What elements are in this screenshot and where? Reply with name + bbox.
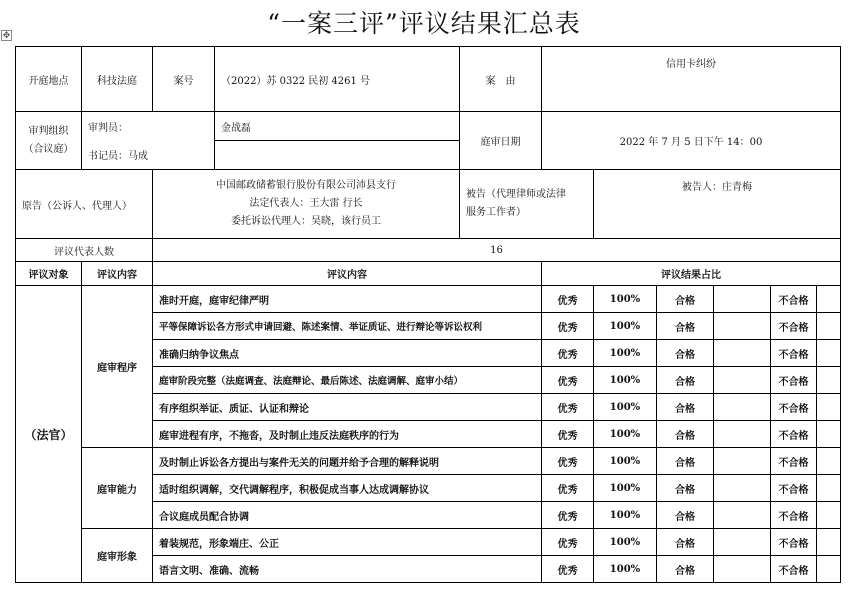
excellent-pct: 100%: [594, 448, 657, 475]
case-no-value: （2022）苏 0322 民初 4261 号: [215, 47, 460, 112]
unqualified-label: 不合格: [771, 529, 817, 556]
header-row-1: [16, 47, 841, 112]
excellent-pct: 100%: [594, 394, 657, 421]
trial-org-label: 审判组织 （合议庭）: [16, 112, 82, 170]
unqualified-label: 不合格: [771, 394, 817, 421]
qualified-label: 合格: [657, 367, 714, 394]
excellent-pct: 100%: [594, 286, 657, 313]
qualified-label: 合格: [657, 340, 714, 367]
unqualified-pct: [817, 286, 841, 313]
item-text: 适时组织调解，交代调解程序，积极促成当事人达成调解协议: [153, 475, 542, 502]
clerk-value: 马成: [128, 151, 148, 163]
qualified-pct: [714, 340, 771, 367]
item-text: 庭审阶段完整（法庭调查、法庭辩论、最后陈述、法庭调解、庭审小结）: [153, 367, 542, 394]
unqualified-pct: [817, 502, 841, 529]
qualified-label: 合格: [657, 286, 714, 313]
excellent-pct: 100%: [594, 502, 657, 529]
unqualified-label: 不合格: [771, 313, 817, 340]
evaluation-summary-table: [15, 46, 841, 583]
reviewer-count-value: 16: [153, 239, 841, 262]
unqualified-label: 不合格: [771, 502, 817, 529]
qualified-pct: [714, 448, 771, 475]
table-row: [16, 448, 841, 475]
unqualified-label: 不合格: [771, 421, 817, 448]
unqualified-pct: [817, 421, 841, 448]
unqualified-label: 不合格: [771, 448, 817, 475]
excellent-pct: 100%: [594, 367, 657, 394]
excellent-pct: 100%: [594, 313, 657, 340]
table-row: [16, 529, 841, 556]
qualified-pct: [714, 367, 771, 394]
col-detail-header: 评议内容: [153, 262, 542, 286]
qualified-label: 合格: [657, 421, 714, 448]
item-text: 及时制止诉讼各方提出与案件无关的问题并给予合理的解释说明: [153, 448, 542, 475]
excellent-label: 优秀: [542, 340, 594, 367]
defendant-value: 被告人：庄青梅: [594, 170, 841, 239]
excellent-pct: 100%: [594, 529, 657, 556]
hearing-date-label: 庭审日期: [460, 112, 542, 170]
evaluated-object: （法官）: [16, 286, 82, 583]
group-name: 庭审能力: [82, 448, 153, 529]
unqualified-label: 不合格: [771, 286, 817, 313]
qualified-label: 合格: [657, 313, 714, 340]
excellent-label: 优秀: [542, 529, 594, 556]
col-result-header: 评议结果占比: [542, 262, 841, 286]
reviewer-count-label: 评议代表人数: [16, 239, 153, 262]
hearing-date-value: 2022 年 7 月 5 日下午 14：00: [542, 112, 841, 170]
qualified-pct: [714, 475, 771, 502]
qualified-pct: [714, 529, 771, 556]
item-text: 着装规范，形象端庄、公正: [153, 529, 542, 556]
excellent-label: 优秀: [542, 421, 594, 448]
unqualified-label: 不合格: [771, 556, 817, 583]
header-row-4: [16, 239, 841, 262]
table-move-handle-icon[interactable]: ✥: [2, 31, 11, 41]
item-text: 准确归纳争议焦点: [153, 340, 542, 367]
unqualified-pct: [817, 475, 841, 502]
excellent-label: 优秀: [542, 448, 594, 475]
item-text: 庭审进程有序，不拖沓，及时制止违反法庭秩序的行为: [153, 421, 542, 448]
column-header-row: [16, 262, 841, 286]
court-location-value: 科技法庭: [82, 47, 153, 112]
excellent-label: 优秀: [542, 313, 594, 340]
cause-label: 案 由: [460, 47, 542, 112]
clerk-value-blank: [215, 141, 460, 170]
item-text: 平等保障诉讼各方形式申请回避、陈述案情、举证质证、进行辩论等诉讼权利: [153, 313, 542, 340]
clerk-label: 书记员：马成: [82, 141, 215, 170]
header-row-3: [16, 170, 841, 239]
excellent-label: 优秀: [542, 394, 594, 421]
document-title: “一案三评”评议结果汇总表: [267, 9, 581, 38]
unqualified-label: 不合格: [771, 340, 817, 367]
judge-value: 金战磊: [215, 112, 460, 141]
item-text: 合议庭成员配合协调: [153, 502, 542, 529]
qualified-label: 合格: [657, 394, 714, 421]
plaintiff-label: 原告（公诉人、代理人）: [16, 170, 153, 239]
excellent-label: 优秀: [542, 367, 594, 394]
unqualified-pct: [817, 340, 841, 367]
qualified-pct: [714, 502, 771, 529]
group-name: 庭审程序: [82, 286, 153, 448]
qualified-label: 合格: [657, 556, 714, 583]
group-name: 庭审形象: [82, 529, 153, 583]
item-text: 语言文明、准确、流畅: [153, 556, 542, 583]
unqualified-pct: [817, 394, 841, 421]
item-text: 准时开庭，庭审纪律严明: [153, 286, 542, 313]
table-row: [16, 286, 841, 313]
defendant-label: 被告（代理律师或法律 服务工作者）: [460, 170, 594, 239]
excellent-pct: 100%: [594, 421, 657, 448]
judge-label: 审判员：: [82, 112, 215, 141]
qualified-pct: [714, 421, 771, 448]
excellent-label: 优秀: [542, 286, 594, 313]
unqualified-label: 不合格: [771, 475, 817, 502]
cause-value: 信用卡纠纷: [542, 47, 841, 112]
excellent-pct: 100%: [594, 340, 657, 367]
unqualified-label: 不合格: [771, 367, 817, 394]
col-content-header: 评议内容: [82, 262, 153, 286]
case-no-label: 案号: [153, 47, 215, 112]
qualified-pct: [714, 313, 771, 340]
qualified-label: 合格: [657, 502, 714, 529]
item-text: 有序组织举证、质证、认证和辩论: [153, 394, 542, 421]
qualified-label: 合格: [657, 529, 714, 556]
qualified-label: 合格: [657, 475, 714, 502]
qualified-label: 合格: [657, 448, 714, 475]
unqualified-pct: [817, 367, 841, 394]
excellent-label: 优秀: [542, 556, 594, 583]
unqualified-pct: [817, 313, 841, 340]
excellent-label: 优秀: [542, 475, 594, 502]
plaintiff-value: 中国邮政储蓄银行股份有限公司沛县支行 法定代表人：王大雷 行长 委托诉讼代理人：吴晓，该行员工: [153, 170, 460, 239]
col-object-header: 评议对象: [16, 262, 82, 286]
qualified-pct: [714, 556, 771, 583]
court-location-label: 开庭地点: [16, 47, 82, 112]
excellent-pct: 100%: [594, 475, 657, 502]
unqualified-pct: [817, 556, 841, 583]
excellent-pct: 100%: [594, 556, 657, 583]
unqualified-pct: [817, 529, 841, 556]
qualified-pct: [714, 394, 771, 421]
excellent-label: 优秀: [542, 502, 594, 529]
header-row-2a: [16, 112, 841, 141]
unqualified-pct: [817, 448, 841, 475]
qualified-pct: [714, 286, 771, 313]
